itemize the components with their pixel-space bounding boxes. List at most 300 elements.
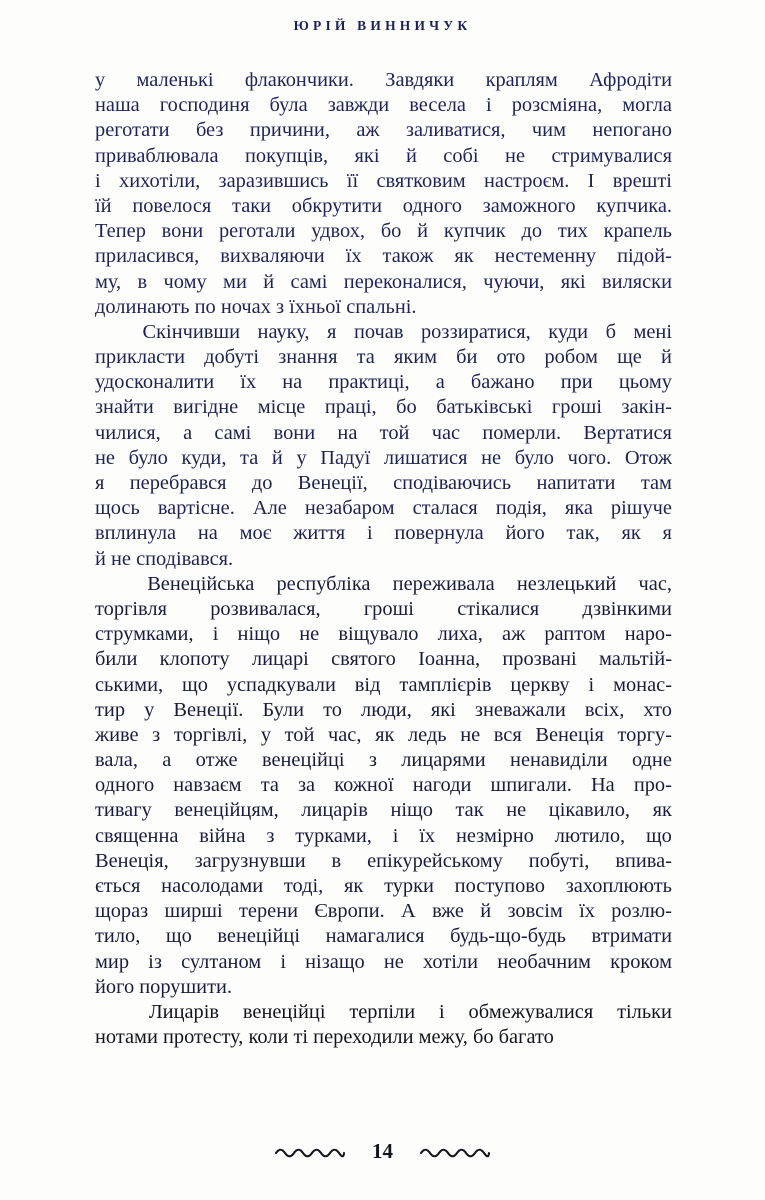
word: зневажали — [474, 698, 566, 721]
word: цікавило, — [548, 799, 631, 822]
word: з — [368, 749, 377, 772]
text-line — [95, 144, 672, 169]
word: як — [652, 799, 672, 822]
paragraph-1 — [95, 68, 672, 320]
word: померли. — [482, 421, 562, 444]
word: били — [95, 648, 138, 671]
word: а — [162, 749, 172, 772]
word: прикласти — [95, 346, 186, 369]
word: Венеція — [535, 723, 604, 746]
word: підой- — [617, 245, 672, 268]
word: хотіли — [423, 950, 479, 973]
word: заможного — [482, 194, 576, 217]
word: і — [485, 94, 492, 117]
word: венеційці — [217, 925, 300, 948]
word: покупців, — [244, 144, 329, 167]
word: як — [454, 245, 474, 268]
word: бажано — [470, 371, 535, 394]
word: і — [212, 623, 219, 646]
word: кожної — [334, 774, 394, 797]
text-line — [95, 849, 672, 874]
word: їх — [579, 900, 595, 923]
word: Іоанна, — [418, 648, 481, 671]
word: священна — [95, 824, 179, 847]
word: вартісне. — [157, 497, 235, 520]
word: Тепер — [95, 220, 146, 243]
word: переживала — [392, 572, 495, 595]
word: церкву — [510, 673, 570, 696]
text-line — [95, 1000, 672, 1025]
word: не — [383, 950, 404, 973]
word: незлецький — [516, 572, 617, 595]
page-number: 14 — [372, 1139, 393, 1163]
word: робом — [544, 346, 598, 369]
word: і — [95, 169, 101, 192]
word: й — [271, 446, 283, 469]
word: торгівля — [95, 597, 167, 620]
word: приласився, — [95, 245, 200, 268]
text-line — [95, 471, 672, 496]
word: вихваляючи — [220, 245, 325, 268]
word: мені — [633, 320, 672, 343]
word: сталася — [412, 497, 478, 520]
word: намагалися — [325, 925, 425, 948]
word: ширші — [164, 900, 223, 923]
word: настроєм. — [484, 169, 570, 192]
text-line — [95, 169, 672, 194]
word: люди, — [361, 698, 412, 721]
word: та — [356, 346, 375, 369]
paragraph-2 — [95, 320, 672, 572]
word: цьому — [618, 371, 672, 394]
word: напитати — [536, 472, 616, 494]
text-line — [95, 446, 672, 471]
word: На — [590, 774, 615, 797]
word: ледь — [407, 723, 447, 746]
word: одного — [95, 774, 155, 797]
text-line: долинають по ночах з їхньої спальні. — [95, 295, 417, 318]
word: і — [392, 824, 399, 847]
word: наша — [95, 94, 140, 117]
word: навзаєм — [173, 774, 242, 797]
word: віщувало — [338, 623, 419, 646]
word: венеційцям, — [174, 799, 279, 822]
word: також — [382, 245, 434, 268]
word: всіх, — [584, 698, 625, 721]
word: моє — [239, 522, 272, 545]
text-line — [95, 924, 672, 949]
word: як — [344, 875, 364, 897]
word: тир — [95, 698, 126, 721]
word: від — [354, 673, 381, 696]
word: Венеція, — [95, 849, 169, 872]
word: А — [401, 900, 416, 923]
word: її — [346, 169, 359, 192]
word: будь-що-будь — [450, 925, 566, 948]
word: незабаром — [304, 497, 395, 520]
word: в — [137, 270, 148, 293]
word: батьківські — [436, 396, 533, 419]
word: без — [195, 119, 224, 142]
word: науку, — [257, 320, 310, 343]
word: й — [480, 900, 492, 923]
text-line — [95, 496, 672, 521]
text-line — [95, 68, 672, 93]
word: їх — [240, 371, 257, 394]
word: я — [662, 522, 672, 545]
word: гроші — [363, 597, 414, 620]
text-line — [95, 270, 672, 295]
word: лицарями — [401, 749, 486, 772]
text-line — [95, 874, 672, 899]
word: чуючи, — [483, 270, 545, 293]
word: сподіваючись — [393, 472, 512, 494]
word: Скінчивши — [142, 320, 241, 343]
text-line — [95, 345, 672, 370]
word: куди — [548, 320, 589, 343]
text-line — [95, 93, 672, 118]
word: вже — [432, 900, 464, 923]
word: живе — [95, 723, 139, 746]
word: які — [560, 270, 586, 293]
word: наро- — [624, 623, 672, 646]
word: Афродіти — [589, 69, 672, 91]
word: гроші — [551, 396, 603, 419]
word: як — [375, 723, 395, 746]
word: приваблювала — [95, 144, 219, 167]
word: торгу- — [617, 723, 672, 746]
word: мир — [95, 950, 130, 973]
word: одного — [402, 194, 462, 217]
word: венеційці — [242, 1000, 326, 1023]
word: при — [560, 371, 593, 394]
word: знання — [278, 346, 338, 369]
word: ськими, — [95, 673, 164, 696]
word: так, — [566, 522, 600, 545]
word: святковим — [376, 169, 466, 192]
running-head: ЮРІЙ ВИННИЧУК — [293, 18, 472, 33]
word: таки — [232, 194, 272, 217]
word: реготати — [95, 119, 170, 142]
text-line — [95, 798, 672, 823]
word: ото — [496, 346, 526, 369]
word: переконалися, — [343, 270, 467, 293]
word: місце — [257, 396, 306, 419]
word: у — [95, 69, 106, 91]
paragraph-3 — [95, 572, 672, 1000]
word: й — [660, 346, 672, 369]
word: чому — [163, 270, 207, 293]
word: почав — [353, 320, 404, 343]
text-line — [95, 748, 672, 773]
word: султаном — [181, 950, 262, 973]
word: епікурейському — [367, 849, 503, 872]
first-line-indent — [95, 572, 125, 597]
text-line — [95, 244, 672, 269]
word: хто — [643, 698, 672, 721]
word: виляски — [602, 270, 672, 293]
word: весела — [409, 94, 466, 117]
word: заразившись — [218, 169, 329, 192]
word: роззиратися, — [420, 320, 531, 343]
word: не — [505, 144, 525, 167]
word: там — [640, 472, 672, 494]
word: му, — [95, 270, 122, 293]
word: повернула — [394, 522, 484, 545]
text-line — [95, 219, 672, 244]
word: було — [514, 446, 554, 469]
word: і — [280, 950, 286, 973]
word: вигідне — [173, 396, 239, 419]
text-line — [95, 118, 672, 143]
word: не — [299, 623, 320, 646]
word: а — [183, 421, 193, 444]
word: Падуї — [320, 446, 371, 469]
word: щораз — [95, 900, 149, 923]
word: що — [645, 824, 672, 847]
word: вони — [273, 421, 316, 444]
word: було — [128, 446, 168, 469]
word: зовсім — [507, 900, 563, 923]
word: і — [439, 1000, 445, 1023]
word: ще — [617, 346, 642, 369]
word: не — [481, 446, 502, 469]
word: їх — [345, 245, 362, 268]
word: Завдяки — [385, 69, 455, 91]
text-line — [95, 572, 672, 597]
word: флакончики. — [244, 69, 354, 91]
word: І — [587, 169, 595, 192]
body-text-block — [95, 68, 672, 1050]
word: господиня — [159, 94, 250, 117]
word: які — [430, 698, 456, 721]
word: знайти — [95, 396, 154, 419]
word: струмками, — [95, 623, 194, 646]
word: щось — [95, 497, 140, 520]
word: нізащо — [305, 950, 365, 973]
word: куди, — [181, 446, 227, 469]
word: монас- — [613, 673, 672, 696]
word: турки — [384, 875, 434, 897]
word: аж — [356, 119, 380, 142]
word: загрузнувши — [194, 849, 306, 872]
word: лишатися — [383, 446, 468, 469]
word: одне — [631, 749, 672, 772]
word: тих — [557, 220, 588, 243]
word: практиці, — [328, 371, 410, 394]
word: хихотіли, — [119, 169, 201, 192]
word: чилися, — [95, 421, 161, 444]
word: Були — [262, 698, 305, 721]
text-line — [95, 698, 672, 723]
text-line — [95, 370, 672, 395]
word: повелося — [132, 194, 212, 217]
text-line — [95, 622, 672, 647]
word: була — [269, 94, 308, 117]
word: час, — [327, 723, 362, 746]
page-footer — [0, 1139, 765, 1164]
word: шпигали. — [490, 774, 572, 797]
word: лютило, — [554, 824, 626, 847]
word: розвивалася, — [210, 597, 321, 620]
word: вала, — [95, 749, 138, 772]
word: вони — [161, 220, 204, 243]
word: самі — [290, 270, 328, 293]
word: незмірно — [455, 824, 534, 847]
word: і — [588, 673, 595, 696]
word: тило, — [95, 925, 141, 948]
word: той — [284, 723, 315, 746]
word: перебрався — [129, 472, 227, 494]
text-line — [95, 194, 672, 219]
word: яким — [393, 346, 438, 369]
word: не — [506, 799, 527, 822]
text-line — [95, 950, 672, 975]
word: ніщо — [237, 623, 281, 646]
word: крапель — [603, 220, 672, 243]
first-line-indent — [95, 320, 125, 345]
word: до — [251, 472, 273, 494]
word: реготали — [218, 220, 296, 243]
word: що — [165, 925, 192, 948]
word: вся — [493, 723, 522, 746]
text-line — [95, 773, 672, 798]
word: насолодами — [161, 875, 264, 897]
word: лиха, — [437, 623, 483, 646]
word: з — [266, 824, 275, 847]
word: так — [455, 799, 484, 822]
word: до — [521, 220, 543, 243]
word: врешті — [612, 169, 672, 192]
word: не — [95, 446, 115, 469]
word: у — [296, 446, 307, 469]
word: заливатися, — [405, 119, 506, 142]
word: з — [152, 723, 161, 746]
text-line — [95, 723, 672, 748]
word: Вертатися — [583, 421, 672, 444]
word: яка — [564, 497, 593, 520]
word: ється — [95, 875, 141, 897]
text-line — [95, 899, 672, 924]
word: бо — [396, 396, 417, 419]
word: чого. — [567, 446, 612, 469]
word: його — [505, 522, 545, 545]
word: про- — [633, 774, 672, 797]
wavy-line-ornament-left — [274, 1145, 346, 1159]
word: із — [148, 950, 162, 973]
word: терени — [238, 900, 299, 923]
word: час — [431, 421, 461, 444]
word: вплинула — [95, 522, 177, 545]
word: мальтій- — [599, 648, 672, 671]
word: подія, — [495, 497, 547, 520]
word: розлю- — [611, 900, 672, 923]
word: ми — [223, 270, 247, 293]
word: б — [605, 320, 616, 343]
word: війна — [199, 824, 246, 847]
word: а — [435, 371, 445, 394]
word: лицарів — [301, 799, 368, 822]
word: отже — [195, 749, 238, 772]
word: удосконалити — [95, 371, 215, 394]
word: нестеменну — [494, 245, 597, 268]
word: удвох, — [311, 220, 366, 243]
word: час, — [638, 572, 672, 595]
word: стримувалися — [551, 144, 672, 167]
word: тамплієрів — [399, 673, 492, 696]
word: життя — [293, 522, 346, 545]
word: Європи. — [314, 900, 385, 923]
word: обкрутити — [291, 194, 383, 217]
text-line: нотами протесту, коли ті переходили межу, бо багато — [95, 1026, 554, 1049]
word: раптом — [544, 623, 606, 646]
text-line — [95, 824, 672, 849]
word: турками, — [295, 824, 372, 847]
text-line: його порушити. — [95, 975, 233, 998]
word: у — [260, 723, 272, 746]
word: рішуче — [610, 497, 672, 520]
paragraph-4 — [95, 1000, 672, 1050]
word: поступово — [454, 875, 545, 897]
word: то — [323, 698, 342, 721]
word: той — [379, 421, 410, 444]
word: які — [354, 144, 380, 167]
word: нагоди — [412, 774, 472, 797]
word: прозвані — [502, 648, 577, 671]
text-line — [95, 597, 672, 622]
word: лицарі — [251, 648, 309, 671]
text-line — [95, 521, 672, 546]
word: й — [417, 220, 429, 243]
word: на — [337, 421, 358, 444]
word: як — [621, 522, 641, 545]
word: ненавиділи — [510, 749, 608, 772]
word: тоді, — [283, 875, 324, 897]
word: праці, — [324, 396, 377, 419]
word: купчика. — [596, 194, 672, 217]
word: Венеції, — [297, 472, 368, 494]
word: Лицарів — [148, 1000, 220, 1023]
text-line: й не сподівався. — [95, 547, 234, 570]
word: розсміяна, — [511, 94, 603, 117]
word: та — [240, 446, 259, 469]
text-line — [95, 421, 672, 446]
word: аж — [502, 623, 526, 646]
word: завжди — [327, 94, 390, 117]
word: в — [331, 849, 342, 872]
text-line — [95, 673, 672, 698]
word: самі — [214, 421, 252, 444]
word: Але — [252, 497, 287, 520]
word: купчик — [443, 220, 506, 243]
word: їй — [95, 194, 112, 217]
word: втримати — [591, 925, 672, 948]
word: захоплюють — [565, 875, 672, 897]
word: святого — [331, 648, 396, 671]
word: закін- — [621, 396, 672, 419]
word: стікалися — [457, 597, 540, 620]
word: побуті, — [528, 849, 590, 872]
word: успадкували — [226, 673, 336, 696]
word: ніщо — [390, 799, 433, 822]
text-line — [95, 320, 672, 345]
word: чим — [531, 119, 566, 142]
first-line-indent — [95, 1000, 125, 1025]
word: краплям — [485, 69, 558, 91]
word: за — [298, 774, 316, 797]
word: клопоту — [159, 648, 230, 671]
word: я — [95, 472, 105, 494]
